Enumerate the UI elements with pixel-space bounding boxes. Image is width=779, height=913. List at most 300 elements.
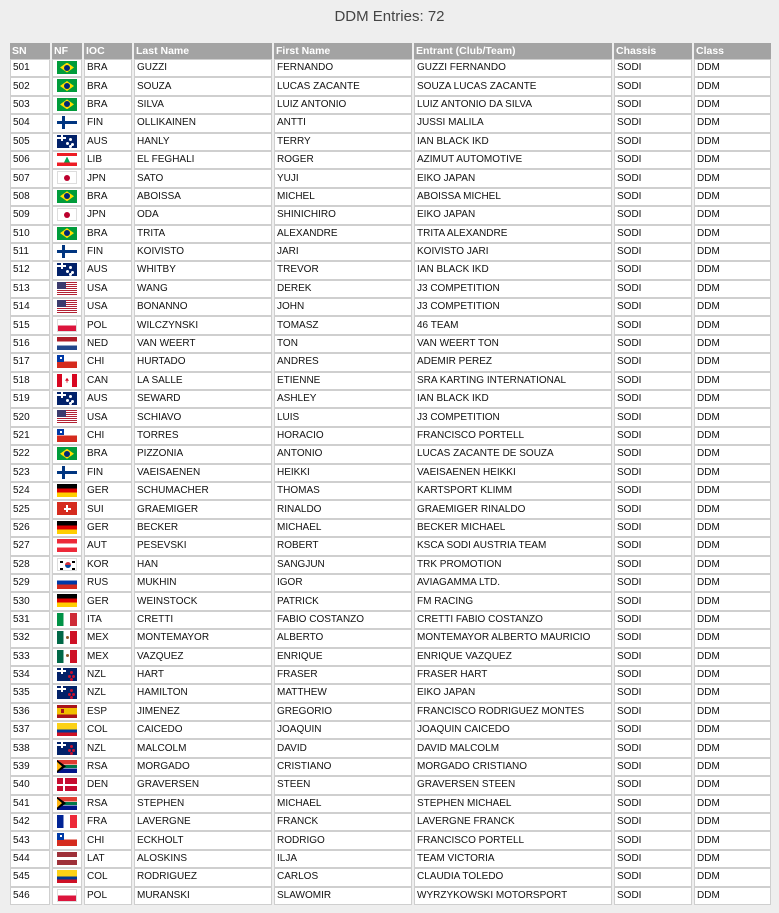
class-cell: DDM — [694, 280, 771, 298]
last-name-cell: VAEISAENEN — [134, 464, 272, 482]
sn-cell: 529 — [10, 574, 50, 592]
first-name-cell: ALEXANDRE — [274, 225, 412, 243]
sn-cell: 507 — [10, 169, 50, 187]
flag-cell — [52, 390, 82, 408]
first-name-cell: CARLOS — [274, 868, 412, 886]
first-name-cell: FRASER — [274, 666, 412, 684]
table-row — [10, 868, 771, 886]
table-row — [10, 206, 771, 224]
flag-cell — [52, 611, 82, 629]
sn-cell: 525 — [10, 500, 50, 518]
flag-icon — [57, 227, 77, 240]
table-row — [10, 133, 771, 151]
col-header-nf[interactable]: NF — [52, 43, 82, 59]
table-row — [10, 114, 771, 132]
entrant-cell: VAN WEERT TON — [414, 335, 612, 353]
flag-cell — [52, 519, 82, 537]
flag-icon — [57, 282, 77, 295]
table-row — [10, 592, 771, 610]
last-name-cell: SEWARD — [134, 390, 272, 408]
ioc-cell: LIB — [84, 151, 132, 169]
ioc-cell: BRA — [84, 225, 132, 243]
class-cell: DDM — [694, 629, 771, 647]
flag-cell — [52, 206, 82, 224]
table-body — [10, 59, 771, 905]
flag-icon — [57, 723, 77, 736]
flag-icon — [57, 650, 77, 663]
flag-cell — [52, 592, 82, 610]
col-header-sn[interactable]: SN — [10, 43, 50, 59]
first-name-cell: MICHEL — [274, 188, 412, 206]
first-name-cell: LUIS — [274, 408, 412, 426]
chassis-cell: SODI — [614, 280, 692, 298]
chassis-cell: SODI — [614, 188, 692, 206]
class-cell: DDM — [694, 519, 771, 537]
sn-cell: 508 — [10, 188, 50, 206]
entrant-cell: STEPHEN MICHAEL — [414, 795, 612, 813]
chassis-cell: SODI — [614, 776, 692, 794]
sn-cell: 510 — [10, 225, 50, 243]
sn-cell: 520 — [10, 408, 50, 426]
flag-cell — [52, 703, 82, 721]
flag-icon — [57, 539, 77, 552]
chassis-cell: SODI — [614, 372, 692, 390]
class-cell: DDM — [694, 887, 771, 905]
flag-icon — [57, 208, 77, 221]
chassis-cell: SODI — [614, 445, 692, 463]
class-cell: DDM — [694, 408, 771, 426]
table-row — [10, 169, 771, 187]
ioc-cell: DEN — [84, 776, 132, 794]
sn-cell: 544 — [10, 850, 50, 868]
ioc-cell: BRA — [84, 59, 132, 77]
ioc-cell: JPN — [84, 169, 132, 187]
sn-cell: 535 — [10, 684, 50, 702]
flag-icon — [57, 631, 77, 644]
chassis-cell: SODI — [614, 813, 692, 831]
flag-icon — [57, 190, 77, 203]
entrant-cell: FRANCISCO RODRIGUEZ MONTES — [414, 703, 612, 721]
entrant-cell: GUZZI FERNANDO — [414, 59, 612, 77]
entrant-cell: LUCAS ZACANTE DE SOUZA — [414, 445, 612, 463]
first-name-cell: ANDRES — [274, 353, 412, 371]
entrant-cell: ADEMIR PEREZ — [414, 353, 612, 371]
flag-cell — [52, 151, 82, 169]
first-name-cell: DEREK — [274, 280, 412, 298]
last-name-cell: JIMENEZ — [134, 703, 272, 721]
ioc-cell: CHI — [84, 427, 132, 445]
chassis-cell: SODI — [614, 59, 692, 77]
ioc-cell: AUS — [84, 261, 132, 279]
ioc-cell: BRA — [84, 445, 132, 463]
ioc-cell: MEX — [84, 629, 132, 647]
entrant-cell: VAEISAENEN HEIKKI — [414, 464, 612, 482]
last-name-cell: VAZQUEZ — [134, 648, 272, 666]
ioc-cell: AUT — [84, 537, 132, 555]
entrant-cell: LUIZ ANTONIO DA SILVA — [414, 96, 612, 114]
class-cell: DDM — [694, 556, 771, 574]
entrant-cell: JUSSI MALILA — [414, 114, 612, 132]
col-header-class[interactable]: Class — [694, 43, 771, 59]
chassis-cell: SODI — [614, 537, 692, 555]
first-name-cell: IGOR — [274, 574, 412, 592]
first-name-cell: FABIO COSTANZO — [274, 611, 412, 629]
flag-cell — [52, 537, 82, 555]
ioc-cell: USA — [84, 408, 132, 426]
flag-icon — [57, 374, 77, 387]
sn-cell: 530 — [10, 592, 50, 610]
sn-cell: 513 — [10, 280, 50, 298]
sn-cell: 505 — [10, 133, 50, 151]
table-row — [10, 59, 771, 77]
table-row — [10, 316, 771, 334]
flag-cell — [52, 850, 82, 868]
flag-cell — [52, 445, 82, 463]
ioc-cell: COL — [84, 721, 132, 739]
sn-cell: 543 — [10, 831, 50, 849]
first-name-cell: RINALDO — [274, 500, 412, 518]
first-name-cell: RODRIGO — [274, 831, 412, 849]
first-name-cell: DAVID — [274, 739, 412, 757]
last-name-cell: GRAEMIGER — [134, 500, 272, 518]
last-name-cell: GRAVERSEN — [134, 776, 272, 794]
table-row — [10, 537, 771, 555]
chassis-cell: SODI — [614, 556, 692, 574]
ioc-cell: GER — [84, 592, 132, 610]
first-name-cell: MICHAEL — [274, 795, 412, 813]
entrant-cell: BECKER MICHAEL — [414, 519, 612, 537]
table-row — [10, 353, 771, 371]
first-name-cell: SLAWOMIR — [274, 887, 412, 905]
entrant-cell: AVIAGAMMA LTD. — [414, 574, 612, 592]
last-name-cell: PESEVSKI — [134, 537, 272, 555]
first-name-cell: ROGER — [274, 151, 412, 169]
flag-cell — [52, 335, 82, 353]
flag-cell — [52, 188, 82, 206]
first-name-cell: HORACIO — [274, 427, 412, 445]
class-cell: DDM — [694, 77, 771, 95]
entrant-cell: MORGADO CRISTIANO — [414, 758, 612, 776]
class-cell: DDM — [694, 464, 771, 482]
chassis-cell: SODI — [614, 298, 692, 316]
first-name-cell: JOAQUIN — [274, 721, 412, 739]
sn-cell: 522 — [10, 445, 50, 463]
sn-cell: 538 — [10, 739, 50, 757]
table-row — [10, 188, 771, 206]
flag-icon — [57, 797, 77, 810]
class-cell: DDM — [694, 574, 771, 592]
flag-cell — [52, 353, 82, 371]
class-cell: DDM — [694, 427, 771, 445]
flag-cell — [52, 813, 82, 831]
ioc-cell: ITA — [84, 611, 132, 629]
ioc-cell: USA — [84, 298, 132, 316]
last-name-cell: BONANNO — [134, 298, 272, 316]
flag-cell — [52, 684, 82, 702]
col-header-entrant[interactable]: Entrant (Club/Team) — [414, 43, 612, 59]
sn-cell: 503 — [10, 96, 50, 114]
sn-cell: 524 — [10, 482, 50, 500]
ioc-cell: SUI — [84, 500, 132, 518]
entrant-cell: IAN BLACK IKD — [414, 133, 612, 151]
flag-icon — [57, 815, 77, 828]
last-name-cell: MORGADO — [134, 758, 272, 776]
entrant-cell: LAVERGNE FRANCK — [414, 813, 612, 831]
chassis-cell: SODI — [614, 225, 692, 243]
last-name-cell: ABOISSA — [134, 188, 272, 206]
class-cell: DDM — [694, 151, 771, 169]
class-cell: DDM — [694, 445, 771, 463]
sn-cell: 526 — [10, 519, 50, 537]
entrant-cell: FRANCISCO PORTELL — [414, 427, 612, 445]
flag-icon — [57, 171, 77, 184]
last-name-cell: CRETTI — [134, 611, 272, 629]
class-cell: DDM — [694, 372, 771, 390]
first-name-cell: PATRICK — [274, 592, 412, 610]
table-row — [10, 298, 771, 316]
entrant-cell: KSCA SODI AUSTRIA TEAM — [414, 537, 612, 555]
class-cell: DDM — [694, 703, 771, 721]
last-name-cell: SILVA — [134, 96, 272, 114]
sn-cell: 542 — [10, 813, 50, 831]
chassis-cell: SODI — [614, 574, 692, 592]
class-cell: DDM — [694, 114, 771, 132]
class-cell: DDM — [694, 482, 771, 500]
last-name-cell: LAVERGNE — [134, 813, 272, 831]
chassis-cell: SODI — [614, 868, 692, 886]
table-row — [10, 776, 771, 794]
class-cell: DDM — [694, 500, 771, 518]
class-cell: DDM — [694, 850, 771, 868]
last-name-cell: PIZZONIA — [134, 445, 272, 463]
table-row — [10, 445, 771, 463]
flag-cell — [52, 648, 82, 666]
sn-cell: 504 — [10, 114, 50, 132]
sn-cell: 521 — [10, 427, 50, 445]
table-row — [10, 482, 771, 500]
table-row — [10, 887, 771, 905]
sn-cell: 515 — [10, 316, 50, 334]
ioc-cell: NZL — [84, 739, 132, 757]
chassis-cell: SODI — [614, 648, 692, 666]
flag-icon — [57, 686, 77, 699]
sn-cell: 517 — [10, 353, 50, 371]
sn-cell: 539 — [10, 758, 50, 776]
last-name-cell: KOIVISTO — [134, 243, 272, 261]
last-name-cell: CAICEDO — [134, 721, 272, 739]
flag-icon — [57, 760, 77, 773]
ioc-cell: ESP — [84, 703, 132, 721]
flag-icon — [57, 135, 77, 148]
sn-cell: 537 — [10, 721, 50, 739]
ioc-cell: KOR — [84, 556, 132, 574]
flag-cell — [52, 169, 82, 187]
flag-cell — [52, 500, 82, 518]
table-row — [10, 556, 771, 574]
flag-icon — [57, 484, 77, 497]
last-name-cell: ECKHOLT — [134, 831, 272, 849]
chassis-cell: SODI — [614, 353, 692, 371]
class-cell: DDM — [694, 666, 771, 684]
flag-cell — [52, 316, 82, 334]
flag-cell — [52, 795, 82, 813]
ioc-cell: USA — [84, 280, 132, 298]
entrant-cell: KARTSPORT KLIMM — [414, 482, 612, 500]
col-header-last-name[interactable]: Last Name — [134, 43, 272, 59]
first-name-cell: MATTHEW — [274, 684, 412, 702]
class-cell: DDM — [694, 868, 771, 886]
last-name-cell: TORRES — [134, 427, 272, 445]
flag-icon — [57, 300, 77, 313]
class-cell: DDM — [694, 684, 771, 702]
flag-icon — [57, 61, 77, 74]
first-name-cell: ALBERTO — [274, 629, 412, 647]
ioc-cell: CHI — [84, 353, 132, 371]
entrant-cell: MONTEMAYOR ALBERTO MAURICIO — [414, 629, 612, 647]
flag-icon — [57, 502, 77, 515]
table-row — [10, 77, 771, 95]
ioc-cell: POL — [84, 316, 132, 334]
class-cell: DDM — [694, 537, 771, 555]
first-name-cell: SANGJUN — [274, 556, 412, 574]
table-row — [10, 739, 771, 757]
first-name-cell: TERRY — [274, 133, 412, 151]
sn-cell: 506 — [10, 151, 50, 169]
ioc-cell: LAT — [84, 850, 132, 868]
first-name-cell: ENRIQUE — [274, 648, 412, 666]
last-name-cell: TRITA — [134, 225, 272, 243]
flag-cell — [52, 629, 82, 647]
table-row — [10, 427, 771, 445]
entrant-cell: J3 COMPETITION — [414, 408, 612, 426]
entrant-cell: ABOISSA MICHEL — [414, 188, 612, 206]
last-name-cell: HAMILTON — [134, 684, 272, 702]
ioc-cell: NZL — [84, 666, 132, 684]
table-row — [10, 408, 771, 426]
last-name-cell: OLLIKAINEN — [134, 114, 272, 132]
chassis-cell: SODI — [614, 758, 692, 776]
table-row — [10, 648, 771, 666]
class-cell: DDM — [694, 335, 771, 353]
flag-icon — [57, 668, 77, 681]
class-cell: DDM — [694, 298, 771, 316]
flag-icon — [57, 447, 77, 460]
flag-cell — [52, 831, 82, 849]
table-row — [10, 500, 771, 518]
class-cell: DDM — [694, 795, 771, 813]
chassis-cell: SODI — [614, 77, 692, 95]
ioc-cell: MEX — [84, 648, 132, 666]
chassis-cell: SODI — [614, 500, 692, 518]
ioc-cell: CAN — [84, 372, 132, 390]
flag-cell — [52, 298, 82, 316]
table-row — [10, 574, 771, 592]
entrant-cell: FRANCISCO PORTELL — [414, 831, 612, 849]
chassis-cell: SODI — [614, 887, 692, 905]
first-name-cell: ANTTI — [274, 114, 412, 132]
entrant-cell: ENRIQUE VAZQUEZ — [414, 648, 612, 666]
last-name-cell: MONTEMAYOR — [134, 629, 272, 647]
flag-icon — [57, 153, 77, 166]
class-cell: DDM — [694, 353, 771, 371]
chassis-cell: SODI — [614, 316, 692, 334]
col-header-chassis[interactable]: Chassis — [614, 43, 692, 59]
flag-icon — [57, 558, 77, 571]
flag-icon — [57, 889, 77, 902]
first-name-cell: TREVOR — [274, 261, 412, 279]
table-row — [10, 850, 771, 868]
class-cell: DDM — [694, 648, 771, 666]
ioc-cell: RSA — [84, 758, 132, 776]
ioc-cell: BRA — [84, 188, 132, 206]
flag-icon — [57, 392, 77, 405]
flag-cell — [52, 225, 82, 243]
col-header-ioc[interactable]: IOC — [84, 43, 132, 59]
last-name-cell: STEPHEN — [134, 795, 272, 813]
ioc-cell: COL — [84, 868, 132, 886]
flag-cell — [52, 758, 82, 776]
sn-cell: 518 — [10, 372, 50, 390]
sn-cell: 527 — [10, 537, 50, 555]
chassis-cell: SODI — [614, 243, 692, 261]
ioc-cell: POL — [84, 887, 132, 905]
table-row — [10, 611, 771, 629]
entrant-cell: EIKO JAPAN — [414, 206, 612, 224]
ioc-cell: AUS — [84, 390, 132, 408]
chassis-cell: SODI — [614, 795, 692, 813]
class-cell: DDM — [694, 133, 771, 151]
sn-cell: 519 — [10, 390, 50, 408]
flag-cell — [52, 133, 82, 151]
sn-cell: 534 — [10, 666, 50, 684]
ioc-cell: AUS — [84, 133, 132, 151]
chassis-cell: SODI — [614, 133, 692, 151]
chassis-cell: SODI — [614, 151, 692, 169]
class-cell: DDM — [694, 813, 771, 831]
chassis-cell: SODI — [614, 629, 692, 647]
chassis-cell: SODI — [614, 408, 692, 426]
flag-cell — [52, 372, 82, 390]
ioc-cell: FIN — [84, 243, 132, 261]
flag-cell — [52, 59, 82, 77]
last-name-cell: GUZZI — [134, 59, 272, 77]
flag-icon — [57, 429, 77, 442]
entrant-cell: WYRZYKOWSKI MOTORSPORT — [414, 887, 612, 905]
sn-cell: 528 — [10, 556, 50, 574]
ioc-cell: CHI — [84, 831, 132, 849]
last-name-cell: RODRIGUEZ — [134, 868, 272, 886]
entrant-cell: AZIMUT AUTOMOTIVE — [414, 151, 612, 169]
entrant-cell: CRETTI FABIO COSTANZO — [414, 611, 612, 629]
last-name-cell: HANLY — [134, 133, 272, 151]
flag-cell — [52, 556, 82, 574]
chassis-cell: SODI — [614, 721, 692, 739]
flag-cell — [52, 77, 82, 95]
first-name-cell: GREGORIO — [274, 703, 412, 721]
flag-icon — [57, 705, 77, 718]
last-name-cell: MUKHIN — [134, 574, 272, 592]
sn-cell: 516 — [10, 335, 50, 353]
flag-cell — [52, 280, 82, 298]
entrant-cell: JOAQUIN CAICEDO — [414, 721, 612, 739]
first-name-cell: ANTONIO — [274, 445, 412, 463]
first-name-cell: ILJA — [274, 850, 412, 868]
last-name-cell: HAN — [134, 556, 272, 574]
table-row — [10, 372, 771, 390]
entrant-cell: EIKO JAPAN — [414, 169, 612, 187]
col-header-first-name[interactable]: First Name — [274, 43, 412, 59]
ioc-cell: BRA — [84, 77, 132, 95]
